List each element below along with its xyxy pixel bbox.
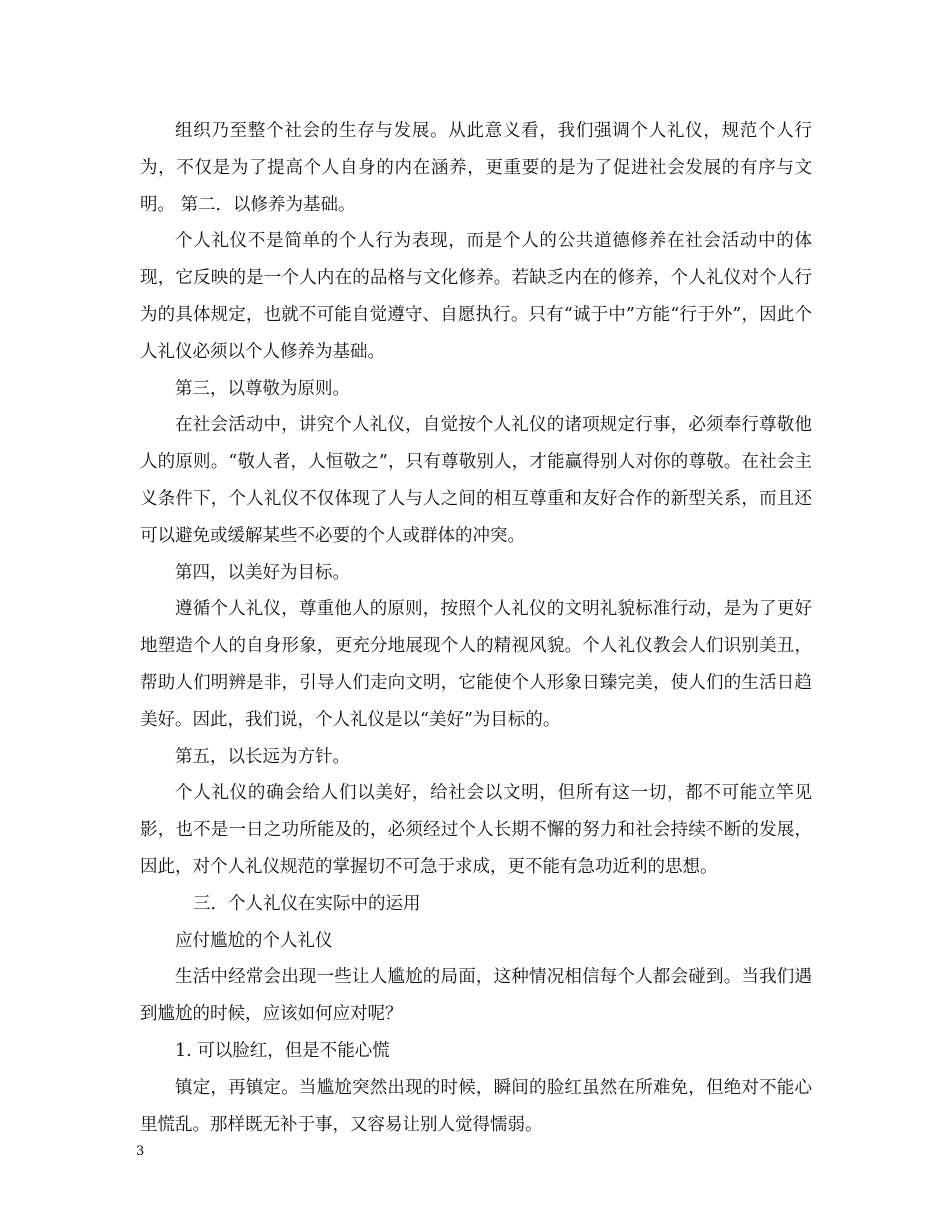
paragraph: 生活中经常会出现一些让人尴尬的局面，这种情况相信每个人都会碰到。当我们遇到尴尬的时候，应该如何应对呢？ <box>140 967 812 1025</box>
page-number: 3 <box>136 1144 145 1159</box>
section-heading: 应付尴尬的个人礼仪 <box>175 930 333 951</box>
paragraph: 遵循个人礼仪，尊重他人的原则，按照个人礼仪的文明礼貌标准行动，是为了更好地塑造个人的自身形象，更充分地展现个人的精视风貌。个人礼仪教会人们识别美丑，帮助人们明辨是非，引导人们走向文明，它能使个人形象日臻完美，使人们的生活日趋美好。因此，我们说，个人礼仪是以“美好”为目标的。 <box>140 599 812 730</box>
paragraph: 个人礼仪不是简单的个人行为表现，而是个人的公共道德修养在社会活动中的体现，它反映的是一个人内在的品格与文化修养。若缺乏内在的修养，个人礼仪对个人行为的具体规定，也就不可能自觉遵守、自愿执行。只有“诚于中”方能“行于外”，因此个人礼仪必须以个人修养为基础。 <box>140 231 812 362</box>
chapter-heading: 三．个人礼仪在实际中的运用 <box>193 893 421 914</box>
paragraph: 组织乃至整个社会的生存与发展。从此意义看，我们强调个人礼仪，规范个人行为，不仅是为了提高个人自身的内在涵养，更重要的是为了促进社会发展的有序与文明。 第二．以修养为基础。 <box>140 121 812 215</box>
paragraph: 在社会活动中，讲究个人礼仪，自觉按个人礼仪的诸项规定行事，必须奉行尊敬他人的原则。“敬人者，人恒敬之”，只有尊敬别人，才能赢得别人对你的尊敬。在社会主义条件下，个人礼仪不仅体现了人与人之间的相互尊重和友好合作的新型关系，而且还可以避免或缓解某些不必要的个人或群体的冲突。 <box>140 415 812 546</box>
list-heading: 1. 可以脸红，但是不能心慌 <box>175 1040 390 1061</box>
paragraph: 镇定，再镇定。当尴尬突然出现的时候，瞬间的脸红虽然在所难免，但绝对不能心里慌乱。那样既无补于事，又容易让别人觉得懦弱。 <box>140 1077 812 1135</box>
section-heading: 第五，以长远为方针。 <box>175 746 350 767</box>
section-heading: 第四，以美好为目标。 <box>175 562 350 583</box>
section-heading: 第三，以尊敬为原则。 <box>175 378 350 399</box>
page-body <box>140 113 812 1143</box>
paragraph: 个人礼仪的确会给人们以美好，给社会以文明，但所有这一切，都不可能立竿见影，也不是一日之功所能及的，必须经过个人长期不懈的努力和社会持续不断的发展，因此，对个人礼仪规范的掌握切不可急于求成，更不能有急功近利的思想。 <box>140 783 812 877</box>
